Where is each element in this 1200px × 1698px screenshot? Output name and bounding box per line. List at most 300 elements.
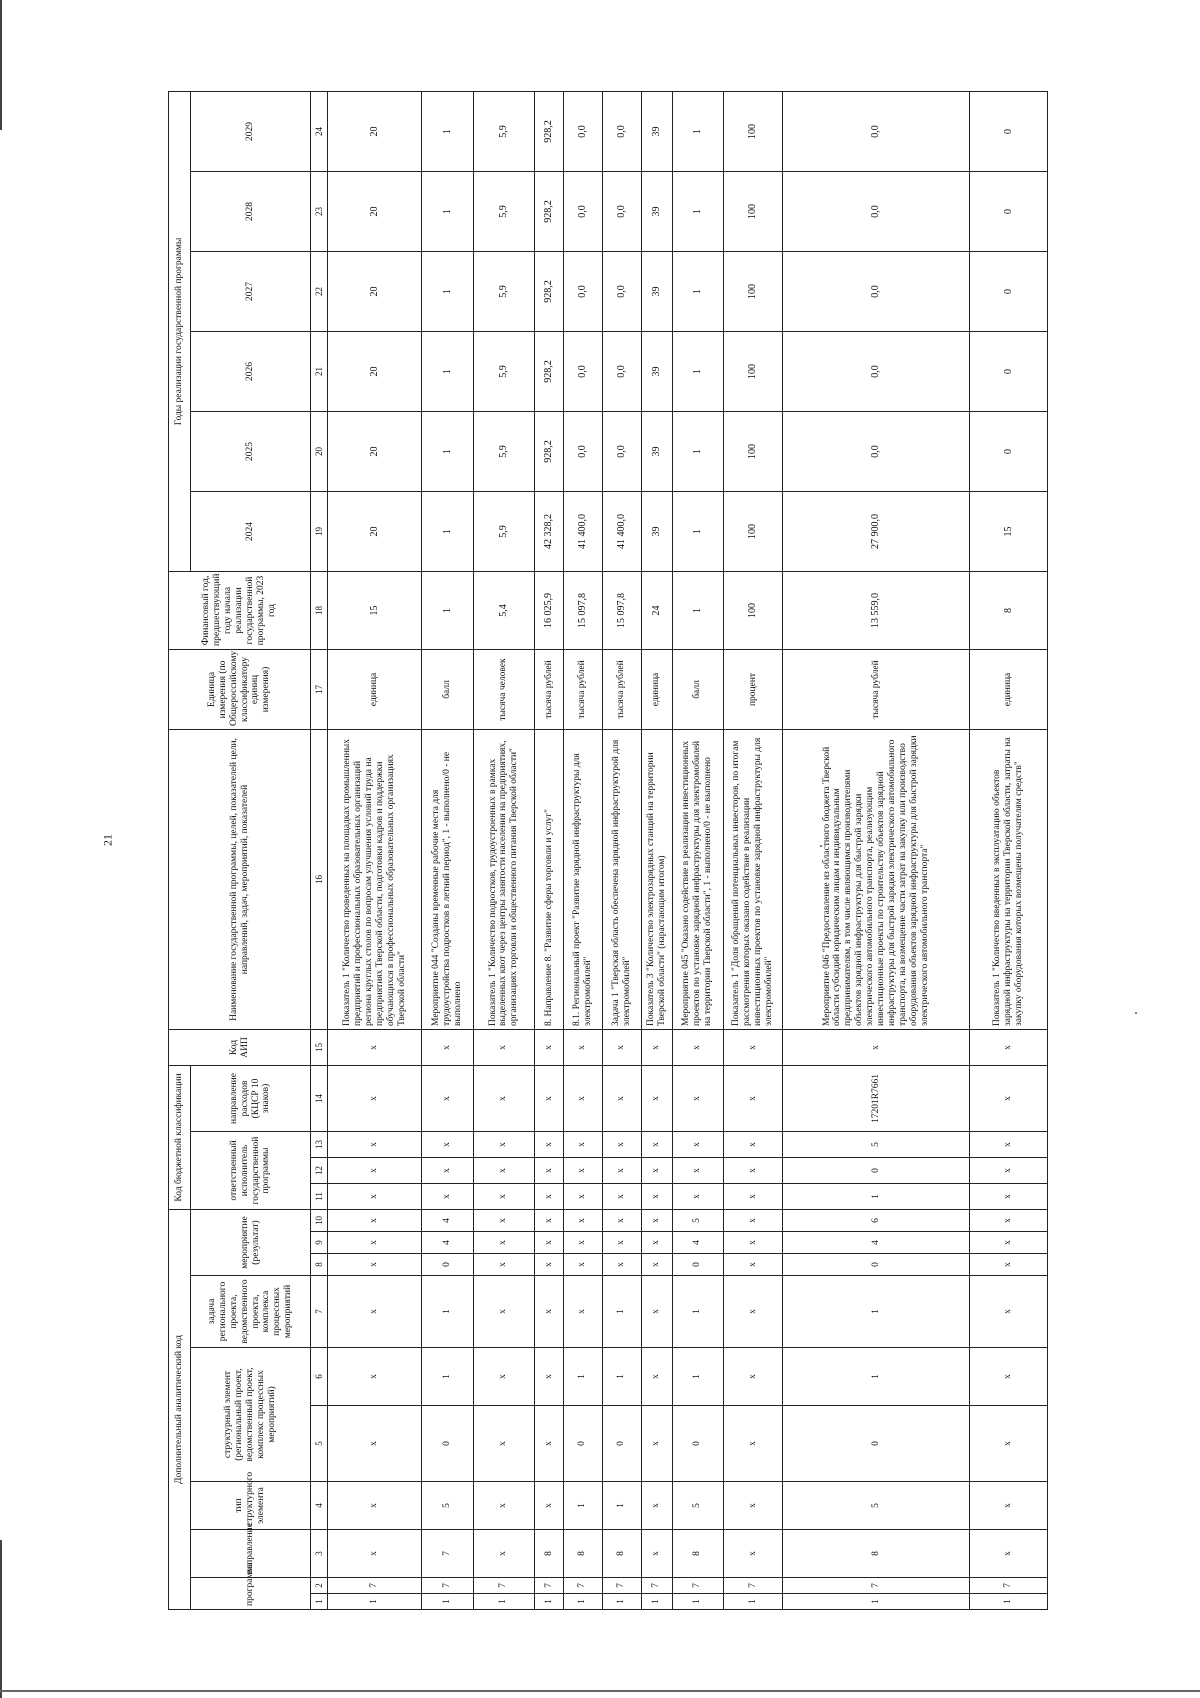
col-number: 13 (311, 1132, 328, 1158)
table-cell: х (641, 1210, 672, 1232)
row-year-value: 20 (328, 251, 422, 331)
col-number: 22 (311, 251, 328, 331)
table-row (783, 91, 970, 1609)
row-year-value: 0 (969, 331, 1047, 411)
table-cell: х (563, 1254, 602, 1276)
table-cell: 6 (783, 1210, 970, 1232)
table-cell: 4 (422, 1232, 473, 1254)
table-cell: 0 (672, 1406, 723, 1482)
program-table-rotated (168, 92, 1048, 1610)
table-row (969, 91, 1047, 1609)
col-number: 4 (311, 1482, 328, 1530)
row-year-value: 0,0 (563, 171, 602, 251)
table-cell: х (723, 1158, 782, 1184)
table-cell: х (641, 1158, 672, 1184)
table-cell: 8 (783, 1530, 970, 1578)
table-cell: х (473, 1254, 535, 1276)
row-unit: процент (723, 649, 782, 729)
row-base-value: 15 097,8 (563, 571, 602, 649)
table-cell: х (473, 1276, 535, 1348)
row-unit: тысяча человек (473, 649, 535, 729)
row-year-value: 5,9 (473, 171, 535, 251)
header-unit: Единица измерения (по Общероссийскому классификатору единиц измерения) (169, 649, 311, 729)
row-unit: балл (422, 649, 473, 729)
row-base-value: 1 (672, 571, 723, 649)
table-cell: 1 (563, 1482, 602, 1530)
table-cell: 1 (969, 1594, 1047, 1610)
table-cell: х (723, 1254, 782, 1276)
row-year-value: 0,0 (783, 331, 970, 411)
row-year-value: 20 (328, 331, 422, 411)
table-cell: 0 (783, 1406, 970, 1482)
row-base-value: 100 (723, 571, 782, 649)
table-cell: 1 (672, 1594, 723, 1610)
table-cell: х (328, 1232, 422, 1254)
row-year-value: 20 (328, 171, 422, 251)
table-cell: х (672, 1158, 723, 1184)
table-row (602, 91, 641, 1609)
col-number: 2 (311, 1578, 328, 1594)
row-unit: единица (328, 649, 422, 729)
row-year-value: 0,0 (563, 251, 602, 331)
table-cell: х (723, 1132, 782, 1158)
row-year-value: 0,0 (602, 411, 641, 491)
col-number: 18 (311, 571, 328, 649)
col-number: 23 (311, 171, 328, 251)
col-number: 11 (311, 1184, 328, 1210)
table-cell: х (969, 1065, 1047, 1131)
table-cell: х (473, 1406, 535, 1482)
table-cell: х (535, 1210, 564, 1232)
table-cell: х (563, 1232, 602, 1254)
table-cell: 4 (783, 1232, 970, 1254)
row-name: Задача 1 "Тверская область обеспечена зарядной инфраструктурой для электромобилей" (602, 729, 641, 1029)
table-cell: 8 (563, 1530, 602, 1578)
row-name: Показатель 1 "Количество проведенных на площадках промышленных предприятий и профессиональных образовательных организаций региона круглых столов по вопросам улучшения условий труда на предприятиях Тверской области, подготовки кадров и поддержки обучающихся в профессиональных образовательных организациях Тверской области" (328, 729, 422, 1029)
col-number: 3 (311, 1530, 328, 1578)
table-cell: х (969, 1158, 1047, 1184)
table-cell: х (723, 1184, 782, 1210)
row-year-value: 1 (422, 411, 473, 491)
row-year-value: 39 (641, 251, 672, 331)
table-row (328, 91, 422, 1609)
header-direction: направление (191, 1530, 311, 1578)
table-cell: х (473, 1530, 535, 1578)
row-year-value: 0,0 (602, 251, 641, 331)
table-cell: 0 (422, 1254, 473, 1276)
table-cell: х (969, 1132, 1047, 1158)
col-number: 24 (311, 91, 328, 171)
table-row (672, 91, 723, 1609)
table-cell: х (535, 1132, 564, 1158)
col-number: 14 (311, 1065, 328, 1131)
row-year-value: 15 (969, 491, 1047, 571)
table-cell: 1 (422, 1348, 473, 1406)
row-year-value: 0,0 (563, 411, 602, 491)
table-cell: х (723, 1210, 782, 1232)
header-struct-element: структурный элемент (региональный проект, ведомственный проект, комплекс процессных мероприятий) (191, 1348, 311, 1482)
table-cell: 4 (672, 1232, 723, 1254)
row-name: Показатель 1 "Количество подростков, трудоустроенных в рамках выделенных квот через центры занятости населения на предприятиях, организациях торговли и общественного питания Тверской области" (473, 729, 535, 1029)
table-cell: 1 (783, 1348, 970, 1406)
row-year-value: 100 (723, 91, 782, 171)
row-year-value: 1 (422, 171, 473, 251)
col-number: 12 (311, 1158, 328, 1184)
table-cell: х (602, 1132, 641, 1158)
table-cell: 1 (602, 1348, 641, 1406)
table-cell: х (969, 1232, 1047, 1254)
row-year-value: 100 (723, 251, 782, 331)
table-cell: 7 (422, 1530, 473, 1578)
row-year-value: 0,0 (602, 331, 641, 411)
table-cell: х (969, 1406, 1047, 1482)
table-cell: х (473, 1482, 535, 1530)
row-year-value: 42 328,2 (535, 491, 564, 571)
row-year-value: 1 (672, 411, 723, 491)
row-year-value: 41 400,0 (563, 491, 602, 571)
table-cell: х (723, 1348, 782, 1406)
table-row (422, 91, 473, 1609)
table-cell: х (535, 1276, 564, 1348)
table-cell: 1 (602, 1594, 641, 1610)
table-cell: х (328, 1482, 422, 1530)
table-cell: х (473, 1184, 535, 1210)
table-cell: х (723, 1065, 782, 1131)
table-cell: х (641, 1065, 672, 1131)
table-cell: х (563, 1065, 602, 1131)
row-year-value: 5,9 (473, 491, 535, 571)
aip-code-cell: х (969, 1029, 1047, 1065)
row-year-value: 0 (969, 171, 1047, 251)
table-cell: 17201R7661 (783, 1065, 970, 1131)
row-name: Мероприятие 044 "Созданы временные рабочие места для трудоустройства подростков в летний период", 1 - выполнено/0 - не выполнено (422, 729, 473, 1029)
row-year-value: 5,9 (473, 331, 535, 411)
row-base-value: 15 (328, 571, 422, 649)
table-cell: х (328, 1184, 422, 1210)
table-cell: х (535, 1065, 564, 1131)
row-year-value: 39 (641, 491, 672, 571)
row-year-value: 100 (723, 491, 782, 571)
row-year-value: 0,0 (602, 91, 641, 171)
table-cell: х (602, 1065, 641, 1131)
row-unit: тысяча рублей (783, 649, 970, 729)
column-number-row (311, 91, 328, 1609)
table-cell: х (473, 1210, 535, 1232)
table-cell: х (969, 1184, 1047, 1210)
table-cell: 7 (641, 1578, 672, 1594)
row-year-value: 1 (422, 91, 473, 171)
col-number: 20 (311, 411, 328, 491)
table-cell: х (969, 1348, 1047, 1406)
row-year-value: 1 (672, 491, 723, 571)
header-years-group: Годы реализации государственной программы (169, 91, 191, 571)
table-cell: 0 (422, 1406, 473, 1482)
table-cell: х (473, 1132, 535, 1158)
header-task: задача регионального проекта, ведомственного проекта, комплекса процессных мероприятий (191, 1276, 311, 1348)
table-cell: 8 (602, 1530, 641, 1578)
table-cell: х (672, 1132, 723, 1158)
row-year-value: 0,0 (783, 251, 970, 331)
table-cell: х (602, 1158, 641, 1184)
table-cell: 1 (641, 1594, 672, 1610)
row-year-value: 1 (672, 171, 723, 251)
table-row (473, 91, 535, 1609)
table-cell: 7 (783, 1578, 970, 1594)
row-unit: тысяча рублей (535, 649, 564, 729)
table-row (641, 91, 672, 1609)
header-year: 2028 (191, 171, 311, 251)
row-year-value: 1 (672, 91, 723, 171)
table-row (563, 91, 602, 1609)
table-cell: х (969, 1530, 1047, 1578)
table-cell: х (328, 1254, 422, 1276)
table-cell: х (535, 1482, 564, 1530)
col-number: 8 (311, 1254, 328, 1276)
col-number: 6 (311, 1348, 328, 1406)
row-year-value: 5,9 (473, 411, 535, 491)
row-year-value: 20 (328, 491, 422, 571)
table-body (328, 91, 1048, 1609)
row-year-value: 100 (723, 331, 782, 411)
row-base-value: 16 025,9 (535, 571, 564, 649)
table-cell: 7 (422, 1578, 473, 1594)
col-number: 10 (311, 1210, 328, 1232)
col-number: 19 (311, 491, 328, 571)
table-cell: 7 (602, 1578, 641, 1594)
table-cell: 7 (672, 1578, 723, 1594)
table-cell: 7 (563, 1578, 602, 1594)
col-number: 1 (311, 1594, 328, 1610)
row-name: Показатель 3 "Количество электрозарядных станций на территории Тверской области" (нарастающим итогом) (641, 729, 672, 1029)
row-base-value: 8 (969, 571, 1047, 649)
table-cell: х (723, 1276, 782, 1348)
table-cell: х (641, 1184, 672, 1210)
table-cell: х (328, 1132, 422, 1158)
table-cell: х (969, 1482, 1047, 1530)
table-cell: х (563, 1210, 602, 1232)
table-cell: х (473, 1065, 535, 1131)
row-year-value: 928,2 (535, 171, 564, 251)
table-cell: х (563, 1184, 602, 1210)
table-cell: 7 (723, 1578, 782, 1594)
table-cell: х (602, 1254, 641, 1276)
row-year-value: 5,9 (473, 91, 535, 171)
table-cell: 0 (783, 1158, 970, 1184)
header-aip-code: Код АИП (169, 1029, 311, 1065)
table-cell: х (535, 1254, 564, 1276)
table-cell: х (602, 1210, 641, 1232)
table-cell: 5 (783, 1132, 970, 1158)
table-cell: 1 (328, 1594, 422, 1610)
header-name: Наименование государственной программы, целей, показателей цели, направлений, задач, мероприятий, показателей (169, 729, 311, 1029)
table-cell: х (969, 1276, 1047, 1348)
row-base-value: 15 097,8 (602, 571, 641, 649)
table-cell: х (641, 1276, 672, 1348)
table-cell: х (641, 1530, 672, 1578)
table-cell: 1 (535, 1594, 564, 1610)
table-cell: 1 (602, 1482, 641, 1530)
row-year-value: 27 900,0 (783, 491, 970, 571)
table-cell: 1 (783, 1594, 970, 1610)
row-name: Мероприятие 045 "Оказано содействие в реализации инвестиционных проектов по установке зарядной инфраструктуры для электромобилей на территории Тверской области", 1 - выполнено/0 - не выполнено (672, 729, 723, 1029)
table-cell: 0 (783, 1254, 970, 1276)
table-cell: 1 (422, 1276, 473, 1348)
row-year-value: 928,2 (535, 251, 564, 331)
table-cell: х (969, 1210, 1047, 1232)
aip-code-cell: х (723, 1029, 782, 1065)
aip-code-cell: х (535, 1029, 564, 1065)
table-cell: х (422, 1065, 473, 1131)
table-cell: 1 (473, 1594, 535, 1610)
table-cell: х (535, 1406, 564, 1482)
table-cell: х (328, 1158, 422, 1184)
table-cell: х (535, 1348, 564, 1406)
row-base-value: 13 559,0 (783, 571, 970, 649)
row-name: Показатель 1 "Доля обращений потенциальных инвесторов, по итогам рассмотрения которых оказано содействие в реализации инвестиционных проектов по установке зарядной инфраструктуры для электромобилей" (723, 729, 782, 1029)
table-cell: х (672, 1065, 723, 1131)
table-cell: 0 (672, 1254, 723, 1276)
aip-code-cell: х (641, 1029, 672, 1065)
table-cell: 1 (723, 1594, 782, 1610)
header-event: мероприятие (результат) (191, 1210, 311, 1276)
table-cell: х (602, 1232, 641, 1254)
table-cell: 1 (422, 1594, 473, 1610)
row-year-value: 39 (641, 411, 672, 491)
row-name: 8. Направление 8. "Развитие сферы торговли и услуг" (535, 729, 564, 1029)
table-cell: 1 (783, 1276, 970, 1348)
row-name: Показатель 1 "Количество введенных в эксплуатацию объектов зарядной инфраструктуры на территории Тверской области, затраты на закупку оборудования которых возмещены получателям средств" (969, 729, 1047, 1029)
aip-code-cell: х (328, 1029, 422, 1065)
table-cell: х (723, 1406, 782, 1482)
table-cell: х (641, 1482, 672, 1530)
col-number: 21 (311, 331, 328, 411)
row-year-value: 0 (969, 91, 1047, 171)
table-cell: х (422, 1158, 473, 1184)
header-year: 2029 (191, 91, 311, 171)
header-year: 2027 (191, 251, 311, 331)
row-base-value: 24 (641, 571, 672, 649)
aip-code-cell: х (672, 1029, 723, 1065)
table-row (535, 91, 564, 1609)
table-cell: 5 (422, 1482, 473, 1530)
aip-code-cell: х (783, 1029, 970, 1065)
table-row (723, 91, 782, 1609)
row-year-value: 20 (328, 411, 422, 491)
table-cell: х (563, 1276, 602, 1348)
row-base-value: 1 (422, 571, 473, 649)
aip-code-cell: х (563, 1029, 602, 1065)
row-year-value: 1 (672, 331, 723, 411)
row-name: Мероприятие 046 "Предоставление из областного бюджета Тверской области субсидий юридическим лицам и индивидуальным предпринимателям, в том числе являющимся производителями объектов зарядной инфраструктуры для быстрой зарядки электрического автомобильного транспорта, реализующим инвестиционные проекты по строительству объектов зарядной инфраструктуры для быстрой зарядки электрического автомобильного транспорта, на возмещение части затрат на закупку или производство оборудования объектов зарядной инфраструктуры для быстрой зарядки электрического автомобильного транспорта" (783, 729, 970, 1029)
col-number: 5 (311, 1406, 328, 1482)
table-cell: х (535, 1158, 564, 1184)
scan-edge-mark-top (0, 0, 2, 130)
table-cell: 1 (672, 1276, 723, 1348)
table-cell: х (473, 1348, 535, 1406)
row-year-value: 0,0 (783, 171, 970, 251)
col-number: 16 (311, 729, 328, 1029)
row-year-value: 100 (723, 171, 782, 251)
table-cell: 8 (535, 1530, 564, 1578)
scan-speck (1135, 1012, 1137, 1014)
row-year-value: 1 (672, 251, 723, 331)
table-cell: х (641, 1132, 672, 1158)
row-year-value: 1 (422, 331, 473, 411)
table-cell: х (535, 1232, 564, 1254)
table-cell: 5 (672, 1482, 723, 1530)
col-number: 17 (311, 649, 328, 729)
row-year-value: 39 (641, 331, 672, 411)
table-cell: х (328, 1276, 422, 1348)
header-program: программа (191, 1578, 311, 1610)
row-year-value: 928,2 (535, 411, 564, 491)
row-year-value: 20 (328, 91, 422, 171)
scan-edge-mark-bottom (0, 1540, 2, 1698)
row-year-value: 0,0 (602, 171, 641, 251)
row-unit: тысяча рублей (602, 649, 641, 729)
header-year: 2025 (191, 411, 311, 491)
table-cell: х (422, 1184, 473, 1210)
row-name: 8.1. Региональный проект "Развитие зарядной инфраструктуры для электромобилей" (563, 729, 602, 1029)
table-cell: 7 (535, 1578, 564, 1594)
header-year: 2026 (191, 331, 311, 411)
row-year-value: 39 (641, 91, 672, 171)
table-cell: 1 (563, 1348, 602, 1406)
table-cell: 5 (783, 1482, 970, 1530)
table-cell: х (602, 1184, 641, 1210)
row-year-value: 100 (723, 411, 782, 491)
table-cell: х (563, 1158, 602, 1184)
row-year-value: 0,0 (563, 331, 602, 411)
col-number: 7 (311, 1276, 328, 1348)
table-cell: х (723, 1482, 782, 1530)
table-cell: х (328, 1210, 422, 1232)
table-cell: х (535, 1184, 564, 1210)
aip-code-cell: х (422, 1029, 473, 1065)
row-year-value: 41 400,0 (602, 491, 641, 571)
row-year-value: 0,0 (563, 91, 602, 171)
aip-code-cell: х (473, 1029, 535, 1065)
table-cell: 1 (602, 1276, 641, 1348)
table-cell: х (328, 1065, 422, 1131)
table-cell: х (563, 1132, 602, 1158)
program-table (168, 91, 1048, 1610)
table-cell: 1 (672, 1348, 723, 1406)
table-cell: х (723, 1530, 782, 1578)
table-cell: 5 (672, 1210, 723, 1232)
row-unit: тысяча рублей (563, 649, 602, 729)
header-analytic-code: Дополнительный аналитический код (169, 1210, 191, 1610)
table-cell: х (422, 1132, 473, 1158)
table-cell: х (328, 1406, 422, 1482)
table-cell: х (723, 1232, 782, 1254)
table-cell: х (641, 1232, 672, 1254)
row-year-value: 39 (641, 171, 672, 251)
table-cell: 7 (473, 1578, 535, 1594)
table-cell: 4 (422, 1210, 473, 1232)
table-cell: х (641, 1406, 672, 1482)
row-year-value: 0 (969, 411, 1047, 491)
table-cell: х (328, 1530, 422, 1578)
row-year-value: 0 (969, 251, 1047, 331)
header-fin-year: Финансовый год, предшествующий году начала реализации государственной программы, 2023 год (169, 571, 311, 649)
table-cell: 7 (328, 1578, 422, 1594)
table-cell: 1 (783, 1184, 970, 1210)
table-cell: х (672, 1184, 723, 1210)
row-year-value: 928,2 (535, 331, 564, 411)
scan-bottom-line (0, 1690, 1200, 1692)
row-base-value: 5,4 (473, 571, 535, 649)
